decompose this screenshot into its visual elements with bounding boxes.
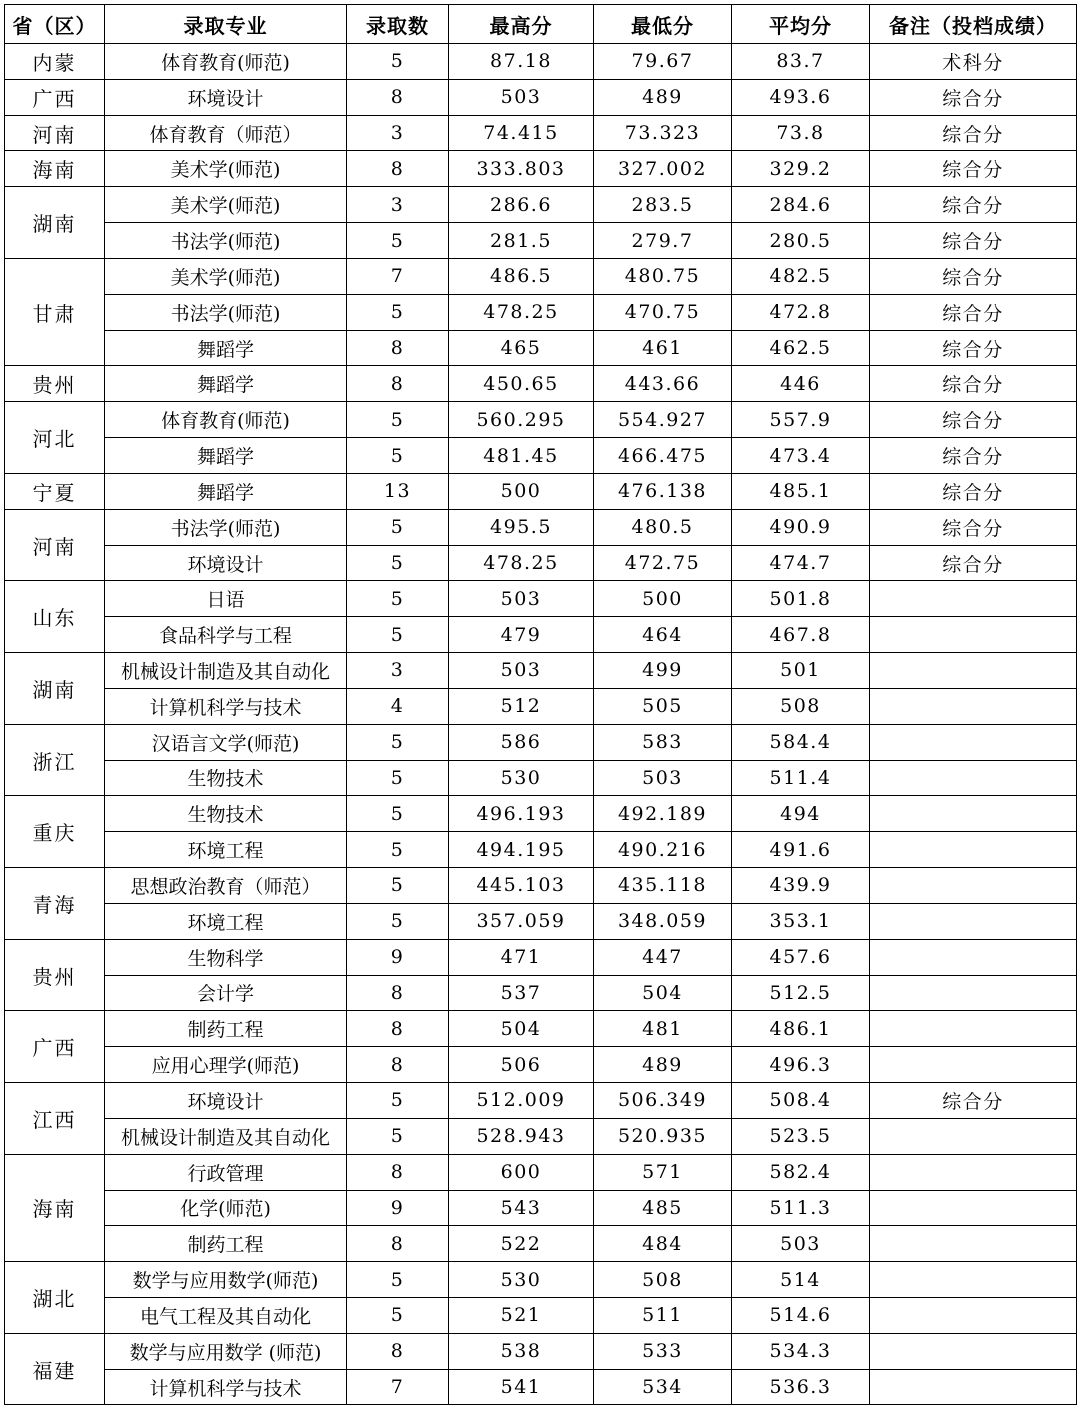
min-score-cell: 327.002 — [594, 151, 732, 187]
avg-score-cell: 496.3 — [732, 1047, 870, 1083]
min-score-cell: 279.7 — [594, 223, 732, 259]
table-row — [5, 1011, 1077, 1047]
major-cell: 机械设计制造及其自动化 — [105, 653, 347, 689]
min-score-cell: 348.059 — [594, 903, 732, 939]
max-score-cell: 496.193 — [449, 796, 594, 832]
avg-score-cell: 501 — [732, 653, 870, 689]
max-score-cell: 486.5 — [449, 258, 594, 294]
remark-cell — [870, 760, 1077, 796]
admission-table-frame — [4, 4, 1076, 1404]
province-cell: 湖南 — [5, 653, 105, 725]
province-cell: 河南 — [5, 115, 105, 151]
table-row — [5, 402, 1077, 438]
count-cell: 8 — [347, 1047, 449, 1083]
min-score-cell: 499 — [594, 653, 732, 689]
max-score-cell: 586 — [449, 724, 594, 760]
province-cell: 湖北 — [5, 1262, 105, 1334]
min-score-cell: 283.5 — [594, 187, 732, 223]
max-score-cell: 494.195 — [449, 832, 594, 868]
avg-score-cell: 280.5 — [732, 223, 870, 259]
min-score-cell: 583 — [594, 724, 732, 760]
major-cell: 书法学(师范) — [105, 509, 347, 545]
table-row — [5, 1297, 1077, 1333]
min-score-cell: 511 — [594, 1297, 732, 1333]
table-row — [5, 330, 1077, 366]
table-body — [5, 44, 1077, 1405]
count-cell: 5 — [347, 402, 449, 438]
table-row — [5, 939, 1077, 975]
table-row — [5, 796, 1077, 832]
min-score-cell: 464 — [594, 617, 732, 653]
major-cell: 汉语言文学(师范) — [105, 724, 347, 760]
remark-cell: 综合分 — [870, 330, 1077, 366]
major-cell: 生物技术 — [105, 796, 347, 832]
min-score-cell: 470.75 — [594, 294, 732, 330]
avg-score-cell: 284.6 — [732, 187, 870, 223]
max-score-cell: 471 — [449, 939, 594, 975]
count-cell: 8 — [347, 151, 449, 187]
remark-cell: 综合分 — [870, 402, 1077, 438]
max-score-cell: 478.25 — [449, 294, 594, 330]
remark-cell — [870, 1154, 1077, 1190]
table-row — [5, 903, 1077, 939]
count-cell: 3 — [347, 115, 449, 151]
table-row — [5, 653, 1077, 689]
count-cell: 4 — [347, 688, 449, 724]
max-score-cell: 521 — [449, 1297, 594, 1333]
remark-cell: 综合分 — [870, 473, 1077, 509]
avg-score-cell: 534.3 — [732, 1333, 870, 1369]
remark-cell — [870, 1226, 1077, 1262]
major-cell: 环境工程 — [105, 832, 347, 868]
province-cell: 山东 — [5, 581, 105, 653]
avg-score-cell: 491.6 — [732, 832, 870, 868]
table-row — [5, 294, 1077, 330]
min-score-cell: 472.75 — [594, 545, 732, 581]
count-cell: 7 — [347, 1369, 449, 1405]
avg-score-cell: 486.1 — [732, 1011, 870, 1047]
max-score-cell: 445.103 — [449, 868, 594, 904]
avg-score-cell: 329.2 — [732, 151, 870, 187]
major-cell: 数学与应用数学(师范) — [105, 1262, 347, 1298]
count-cell: 8 — [347, 330, 449, 366]
remark-cell — [870, 939, 1077, 975]
header-major: 录取专业 — [105, 5, 347, 44]
avg-score-cell: 514 — [732, 1262, 870, 1298]
remark-cell — [870, 724, 1077, 760]
province-cell: 湖南 — [5, 187, 105, 259]
avg-score-cell: 73.8 — [732, 115, 870, 151]
avg-score-cell: 482.5 — [732, 258, 870, 294]
max-score-cell: 74.415 — [449, 115, 594, 151]
avg-score-cell: 494 — [732, 796, 870, 832]
table-row — [5, 688, 1077, 724]
min-score-cell: 554.927 — [594, 402, 732, 438]
min-score-cell: 79.67 — [594, 44, 732, 80]
header-row — [5, 5, 1077, 44]
avg-score-cell: 439.9 — [732, 868, 870, 904]
major-cell: 舞蹈学 — [105, 438, 347, 474]
max-score-cell: 528.943 — [449, 1118, 594, 1154]
max-score-cell: 538 — [449, 1333, 594, 1369]
max-score-cell: 281.5 — [449, 223, 594, 259]
count-cell: 5 — [347, 1118, 449, 1154]
max-score-cell: 450.65 — [449, 366, 594, 402]
major-cell: 环境设计 — [105, 545, 347, 581]
table-row — [5, 115, 1077, 151]
header-count: 录取数 — [347, 5, 449, 44]
remark-cell — [870, 832, 1077, 868]
count-cell: 5 — [347, 223, 449, 259]
province-cell: 贵州 — [5, 366, 105, 402]
avg-score-cell: 536.3 — [732, 1369, 870, 1405]
table-row — [5, 724, 1077, 760]
major-cell: 舞蹈学 — [105, 330, 347, 366]
table-row — [5, 223, 1077, 259]
max-score-cell: 495.5 — [449, 509, 594, 545]
avg-score-cell: 446 — [732, 366, 870, 402]
avg-score-cell: 512.5 — [732, 975, 870, 1011]
major-cell: 环境设计 — [105, 79, 347, 115]
min-score-cell: 480.75 — [594, 258, 732, 294]
count-cell: 5 — [347, 581, 449, 617]
remark-cell — [870, 1118, 1077, 1154]
header-remark: 备注（投档成绩） — [870, 5, 1077, 44]
min-score-cell: 503 — [594, 760, 732, 796]
major-cell: 电气工程及其自动化 — [105, 1297, 347, 1333]
major-cell: 行政管理 — [105, 1154, 347, 1190]
avg-score-cell: 474.7 — [732, 545, 870, 581]
remark-cell — [870, 1190, 1077, 1226]
major-cell: 制药工程 — [105, 1011, 347, 1047]
province-cell: 浙江 — [5, 724, 105, 796]
table-row — [5, 366, 1077, 402]
count-cell: 5 — [347, 1297, 449, 1333]
remark-cell — [870, 1297, 1077, 1333]
max-score-cell: 560.295 — [449, 402, 594, 438]
count-cell: 5 — [347, 545, 449, 581]
avg-score-cell: 490.9 — [732, 509, 870, 545]
max-score-cell: 357.059 — [449, 903, 594, 939]
count-cell: 7 — [347, 258, 449, 294]
avg-score-cell: 472.8 — [732, 294, 870, 330]
province-cell: 河北 — [5, 402, 105, 474]
major-cell: 书法学(师范) — [105, 223, 347, 259]
max-score-cell: 541 — [449, 1369, 594, 1405]
province-cell: 海南 — [5, 1154, 105, 1261]
major-cell: 数学与应用数学 (师范) — [105, 1333, 347, 1369]
table-row — [5, 438, 1077, 474]
table-row — [5, 545, 1077, 581]
remark-cell: 术科分 — [870, 44, 1077, 80]
count-cell: 3 — [347, 187, 449, 223]
max-score-cell: 478.25 — [449, 545, 594, 581]
remark-cell — [870, 868, 1077, 904]
count-cell: 8 — [347, 1333, 449, 1369]
min-score-cell: 480.5 — [594, 509, 732, 545]
avg-score-cell: 511.3 — [732, 1190, 870, 1226]
remark-cell: 综合分 — [870, 1083, 1077, 1119]
remark-cell — [870, 688, 1077, 724]
table-row — [5, 1047, 1077, 1083]
admission-scores-table — [4, 4, 1077, 1405]
count-cell: 8 — [347, 1011, 449, 1047]
province-cell: 青海 — [5, 868, 105, 940]
min-score-cell: 505 — [594, 688, 732, 724]
count-cell: 5 — [347, 1262, 449, 1298]
min-score-cell: 533 — [594, 1333, 732, 1369]
avg-score-cell: 511.4 — [732, 760, 870, 796]
remark-cell: 综合分 — [870, 545, 1077, 581]
avg-score-cell: 462.5 — [732, 330, 870, 366]
major-cell: 环境设计 — [105, 1083, 347, 1119]
avg-score-cell: 523.5 — [732, 1118, 870, 1154]
major-cell: 日语 — [105, 581, 347, 617]
count-cell: 5 — [347, 294, 449, 330]
table-row — [5, 975, 1077, 1011]
avg-score-cell: 473.4 — [732, 438, 870, 474]
table-row — [5, 832, 1077, 868]
major-cell: 机械设计制造及其自动化 — [105, 1118, 347, 1154]
major-cell: 思想政治教育（师范） — [105, 868, 347, 904]
max-score-cell: 506 — [449, 1047, 594, 1083]
header-avg-score: 平均分 — [732, 5, 870, 44]
count-cell: 8 — [347, 1154, 449, 1190]
count-cell: 9 — [347, 1190, 449, 1226]
max-score-cell: 522 — [449, 1226, 594, 1262]
remark-cell — [870, 1262, 1077, 1298]
max-score-cell: 530 — [449, 760, 594, 796]
min-score-cell: 485 — [594, 1190, 732, 1226]
major-cell: 生物技术 — [105, 760, 347, 796]
remark-cell: 综合分 — [870, 294, 1077, 330]
province-cell: 广西 — [5, 1011, 105, 1083]
min-score-cell: 492.189 — [594, 796, 732, 832]
min-score-cell: 504 — [594, 975, 732, 1011]
min-score-cell: 489 — [594, 1047, 732, 1083]
remark-cell — [870, 903, 1077, 939]
count-cell: 8 — [347, 975, 449, 1011]
major-cell: 制药工程 — [105, 1226, 347, 1262]
min-score-cell: 534 — [594, 1369, 732, 1405]
min-score-cell: 461 — [594, 330, 732, 366]
major-cell: 体育教育(师范) — [105, 44, 347, 80]
avg-score-cell: 501.8 — [732, 581, 870, 617]
major-cell: 计算机科学与技术 — [105, 1369, 347, 1405]
table-row — [5, 760, 1077, 796]
table-row — [5, 1154, 1077, 1190]
count-cell: 5 — [347, 832, 449, 868]
avg-score-cell: 503 — [732, 1226, 870, 1262]
max-score-cell: 512 — [449, 688, 594, 724]
min-score-cell: 466.475 — [594, 438, 732, 474]
remark-cell: 综合分 — [870, 509, 1077, 545]
major-cell: 体育教育(师范) — [105, 402, 347, 438]
min-score-cell: 500 — [594, 581, 732, 617]
max-score-cell: 600 — [449, 1154, 594, 1190]
max-score-cell: 503 — [449, 581, 594, 617]
min-score-cell: 435.118 — [594, 868, 732, 904]
province-cell: 福建 — [5, 1333, 105, 1405]
min-score-cell: 447 — [594, 939, 732, 975]
major-cell: 书法学(师范) — [105, 294, 347, 330]
major-cell: 舞蹈学 — [105, 473, 347, 509]
remark-cell — [870, 1047, 1077, 1083]
min-score-cell: 489 — [594, 79, 732, 115]
avg-score-cell: 584.4 — [732, 724, 870, 760]
min-score-cell: 443.66 — [594, 366, 732, 402]
table-row — [5, 1333, 1077, 1369]
table-row — [5, 258, 1077, 294]
table-row — [5, 1262, 1077, 1298]
remark-cell — [870, 796, 1077, 832]
table-row — [5, 151, 1077, 187]
avg-score-cell: 457.6 — [732, 939, 870, 975]
header-province: 省（区） — [5, 5, 105, 44]
remark-cell: 综合分 — [870, 187, 1077, 223]
major-cell: 食品科学与工程 — [105, 617, 347, 653]
province-cell: 海南 — [5, 151, 105, 187]
major-cell: 美术学(师范) — [105, 258, 347, 294]
province-cell: 内蒙 — [5, 44, 105, 80]
remark-cell: 综合分 — [870, 438, 1077, 474]
remark-cell — [870, 617, 1077, 653]
avg-score-cell: 582.4 — [732, 1154, 870, 1190]
avg-score-cell: 493.6 — [732, 79, 870, 115]
major-cell: 美术学(师范) — [105, 187, 347, 223]
remark-cell — [870, 581, 1077, 617]
max-score-cell: 504 — [449, 1011, 594, 1047]
count-cell: 5 — [347, 903, 449, 939]
max-score-cell: 543 — [449, 1190, 594, 1226]
max-score-cell: 479 — [449, 617, 594, 653]
max-score-cell: 537 — [449, 975, 594, 1011]
count-cell: 5 — [347, 1083, 449, 1119]
remark-cell: 综合分 — [870, 115, 1077, 151]
max-score-cell: 333.803 — [449, 151, 594, 187]
major-cell: 体育教育（师范） — [105, 115, 347, 151]
table-row — [5, 1369, 1077, 1405]
major-cell: 化学(师范) — [105, 1190, 347, 1226]
remark-cell — [870, 1011, 1077, 1047]
count-cell: 8 — [347, 366, 449, 402]
count-cell: 5 — [347, 868, 449, 904]
min-score-cell: 73.323 — [594, 115, 732, 151]
major-cell: 生物科学 — [105, 939, 347, 975]
province-cell: 江西 — [5, 1083, 105, 1155]
count-cell: 8 — [347, 1226, 449, 1262]
remark-cell: 综合分 — [870, 151, 1077, 187]
count-cell: 5 — [347, 760, 449, 796]
count-cell: 8 — [347, 79, 449, 115]
table-row — [5, 473, 1077, 509]
table-row — [5, 1118, 1077, 1154]
table-row — [5, 617, 1077, 653]
remark-cell: 综合分 — [870, 258, 1077, 294]
max-score-cell: 503 — [449, 653, 594, 689]
remark-cell: 综合分 — [870, 366, 1077, 402]
max-score-cell: 500 — [449, 473, 594, 509]
count-cell: 9 — [347, 939, 449, 975]
remark-cell — [870, 975, 1077, 1011]
table-row — [5, 44, 1077, 80]
table-row — [5, 1083, 1077, 1119]
count-cell: 5 — [347, 509, 449, 545]
min-score-cell: 476.138 — [594, 473, 732, 509]
max-score-cell: 512.009 — [449, 1083, 594, 1119]
avg-score-cell: 485.1 — [732, 473, 870, 509]
remark-cell: 综合分 — [870, 79, 1077, 115]
avg-score-cell: 467.8 — [732, 617, 870, 653]
min-score-cell: 484 — [594, 1226, 732, 1262]
count-cell: 5 — [347, 724, 449, 760]
count-cell: 5 — [347, 438, 449, 474]
table-row — [5, 1190, 1077, 1226]
min-score-cell: 506.349 — [594, 1083, 732, 1119]
table-row — [5, 581, 1077, 617]
min-score-cell: 571 — [594, 1154, 732, 1190]
min-score-cell: 520.935 — [594, 1118, 732, 1154]
province-cell: 宁夏 — [5, 473, 105, 509]
major-cell: 会计学 — [105, 975, 347, 1011]
province-cell: 贵州 — [5, 939, 105, 1011]
count-cell: 5 — [347, 44, 449, 80]
min-score-cell: 490.216 — [594, 832, 732, 868]
province-cell: 广西 — [5, 79, 105, 115]
remark-cell — [870, 1369, 1077, 1405]
header-max-score: 最高分 — [449, 5, 594, 44]
table-row — [5, 1226, 1077, 1262]
major-cell: 计算机科学与技术 — [105, 688, 347, 724]
min-score-cell: 508 — [594, 1262, 732, 1298]
province-cell: 甘肃 — [5, 258, 105, 365]
max-score-cell: 481.45 — [449, 438, 594, 474]
avg-score-cell: 508.4 — [732, 1083, 870, 1119]
min-score-cell: 481 — [594, 1011, 732, 1047]
avg-score-cell: 514.6 — [732, 1297, 870, 1333]
remark-cell — [870, 1333, 1077, 1369]
major-cell: 应用心理学(师范) — [105, 1047, 347, 1083]
remark-cell — [870, 653, 1077, 689]
remark-cell: 综合分 — [870, 223, 1077, 259]
max-score-cell: 87.18 — [449, 44, 594, 80]
table-row — [5, 187, 1077, 223]
avg-score-cell: 353.1 — [732, 903, 870, 939]
avg-score-cell: 557.9 — [732, 402, 870, 438]
count-cell: 3 — [347, 653, 449, 689]
province-cell: 河南 — [5, 509, 105, 581]
table-row — [5, 79, 1077, 115]
major-cell: 环境工程 — [105, 903, 347, 939]
count-cell: 5 — [347, 617, 449, 653]
header-min-score: 最低分 — [594, 5, 732, 44]
max-score-cell: 286.6 — [449, 187, 594, 223]
table-row — [5, 509, 1077, 545]
major-cell: 美术学(师范) — [105, 151, 347, 187]
max-score-cell: 465 — [449, 330, 594, 366]
avg-score-cell: 508 — [732, 688, 870, 724]
table-row — [5, 868, 1077, 904]
max-score-cell: 503 — [449, 79, 594, 115]
province-cell: 重庆 — [5, 796, 105, 868]
max-score-cell: 530 — [449, 1262, 594, 1298]
count-cell: 13 — [347, 473, 449, 509]
avg-score-cell: 83.7 — [732, 44, 870, 80]
major-cell: 舞蹈学 — [105, 366, 347, 402]
count-cell: 5 — [347, 796, 449, 832]
